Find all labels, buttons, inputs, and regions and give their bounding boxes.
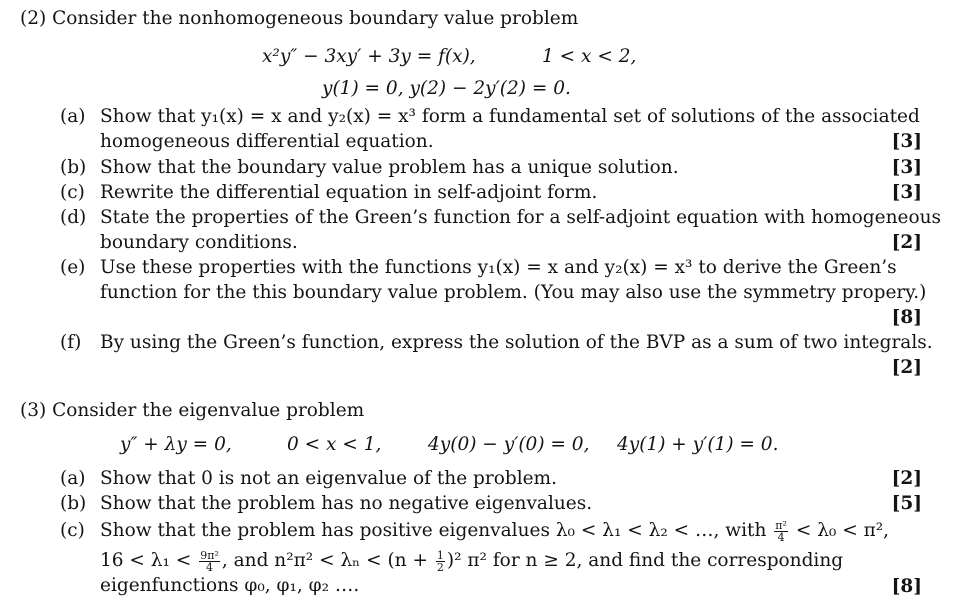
- text-segment: )² π² for n ≥ 2, and find the corresponding: [446, 550, 844, 571]
- frac-num: 1: [436, 548, 444, 562]
- part-marks: [2]: [891, 468, 922, 489]
- part-text: boundary conditions.: [100, 232, 298, 253]
- q3-bc-left: 4y(0) − y′(0) = 0,: [428, 434, 590, 455]
- part-text: State the properties of the Green’s function for a self-adjoint equation with homogeneous: [100, 207, 942, 228]
- part-marks: [2]: [891, 357, 922, 378]
- frac-num: 9π²: [200, 548, 219, 562]
- part-marks: [3]: [891, 182, 922, 203]
- part-text-line-3: eigenfunctions φ₀, φ₁, φ₂ ….: [100, 575, 360, 596]
- part-label: (a): [60, 468, 86, 489]
- frac-den: 4: [777, 530, 785, 544]
- part-marks: [5]: [891, 493, 922, 514]
- part-label: (b): [60, 157, 87, 178]
- part-marks: [3]: [891, 157, 922, 178]
- part-marks: [8]: [891, 307, 922, 328]
- part-label: (e): [60, 257, 86, 278]
- fraction-pi-sq-over-4: [774, 520, 788, 543]
- part-text: Show that 0 is not an eigenvalue of the problem.: [100, 468, 557, 489]
- frac-den: 2: [436, 560, 444, 574]
- part-text: Show that the boundary value problem has a unique solution.: [100, 157, 679, 178]
- q3-ode: y″ + λy = 0,: [120, 434, 232, 455]
- part-marks: [3]: [891, 131, 922, 152]
- text-segment: < λ₀ < π²,: [795, 520, 890, 541]
- q2-ode: x²y″ − 3xy′ + 3y = f(x),: [262, 46, 476, 67]
- part-text-line-1: [100, 518, 922, 543]
- q2-boundary-conditions: y(1) = 0, y(2) − 2y′(2) = 0.: [322, 78, 571, 99]
- q3-header: (3) Consider the eigenvalue problem: [20, 400, 365, 421]
- part-text: By using the Green’s function, express the solution of the BVP as a sum of two integrals.: [100, 332, 933, 353]
- part-text: homogeneous differential equation.: [100, 131, 434, 152]
- fraction-9pi-sq-over-4: [199, 550, 220, 573]
- part-text-line-2: [100, 548, 922, 573]
- part-label: (d): [60, 207, 87, 228]
- part-text: Rewrite the differential equation in self-adjoint form.: [100, 182, 598, 203]
- part-label: (b): [60, 493, 87, 514]
- part-text: Use these properties with the functions y₁(x) = x and y₂(x) = x³ to derive the Green’s: [100, 257, 897, 278]
- frac-den: 4: [206, 560, 214, 574]
- q2-domain: 1 < x < 2,: [542, 46, 637, 67]
- fraction-one-half: [436, 550, 445, 573]
- q2-header: (2) Consider the nonhomogeneous boundary value problem: [20, 8, 579, 29]
- text-segment: 16 < λ₁ <: [100, 550, 192, 571]
- part-label: (a): [60, 106, 86, 127]
- part-label: (c): [60, 182, 85, 203]
- part-marks: [2]: [891, 232, 922, 253]
- part-label: (f): [60, 332, 82, 353]
- part-text: Show that y₁(x) = x and y₂(x) = x³ form a fundamental set of solutions of the associated: [100, 106, 920, 127]
- q3-domain: 0 < x < 1,: [287, 434, 382, 455]
- frac-num: π²: [775, 518, 787, 532]
- part-marks: [8]: [891, 576, 922, 597]
- text-segment: Show that the problem has positive eigenvalues λ₀ < λ₁ < λ₂ < …, with: [100, 520, 767, 541]
- part-label: (c): [60, 520, 85, 541]
- q3-bc-right: 4y(1) + y′(1) = 0.: [617, 434, 779, 455]
- part-text: function for the this boundary value problem. (You may also use the symmetry propery.): [100, 282, 927, 303]
- part-text: Show that the problem has no negative eigenvalues.: [100, 493, 593, 514]
- text-segment: , and n²π² < λₙ < (n +: [221, 550, 428, 571]
